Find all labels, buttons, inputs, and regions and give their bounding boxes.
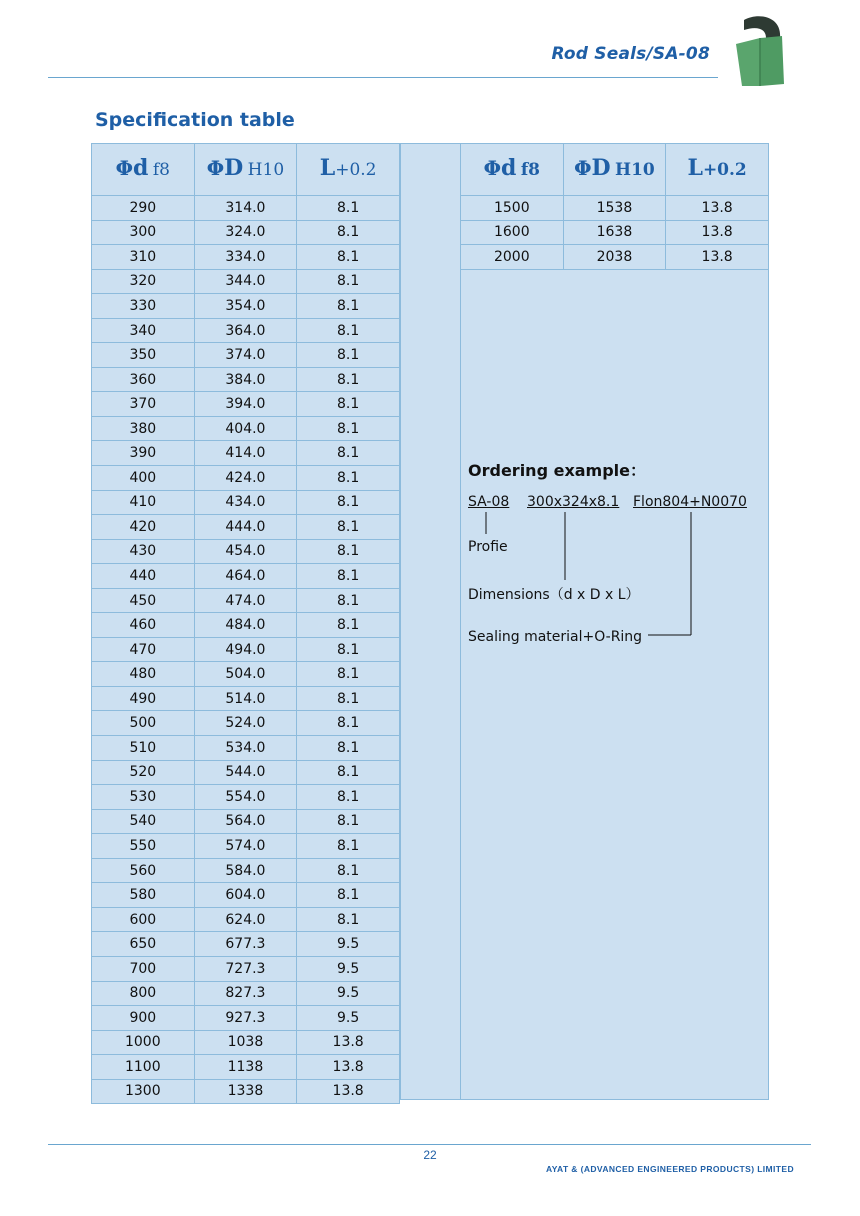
- cell-d: 550: [92, 834, 195, 859]
- cell-D: 1038: [194, 1030, 297, 1055]
- cell-D: 604.0: [194, 883, 297, 908]
- cell-L: 8.1: [297, 441, 400, 466]
- table-row: [92, 515, 400, 540]
- col-header-d: Φd f8: [461, 144, 564, 196]
- cell-D: 574.0: [194, 834, 297, 859]
- table-row: [92, 588, 400, 613]
- cell-d: 700: [92, 956, 195, 981]
- cell-D: 454.0: [194, 539, 297, 564]
- cell-D: 1138: [194, 1055, 297, 1080]
- cell-d: 350: [92, 343, 195, 368]
- cell-d: 510: [92, 736, 195, 761]
- cell-L: 8.1: [297, 245, 400, 270]
- cell-d: 420: [92, 515, 195, 540]
- cell-L: 8.1: [297, 515, 400, 540]
- cell-d: 900: [92, 1006, 195, 1031]
- cell-L: 13.8: [297, 1079, 400, 1104]
- cell-d: 1300: [92, 1079, 195, 1104]
- table-row: [92, 907, 400, 932]
- cell-D: 554.0: [194, 785, 297, 810]
- order-label-material: Sealing material+O-Ring: [468, 629, 643, 645]
- cell-L: 8.1: [297, 637, 400, 662]
- cell-d: 800: [92, 981, 195, 1006]
- table-row: [92, 220, 400, 245]
- cell-D: 927.3: [194, 1006, 297, 1031]
- table-row: [92, 392, 400, 417]
- footer-rule: [48, 1144, 811, 1145]
- cell-d: 560: [92, 858, 195, 883]
- table-row: [92, 613, 400, 638]
- cell-L: 8.1: [297, 760, 400, 785]
- cell-d: 1600: [461, 220, 564, 245]
- table-row: [92, 834, 400, 859]
- table-row: [92, 539, 400, 564]
- cell-d: 600: [92, 907, 195, 932]
- cell-L: 8.1: [297, 858, 400, 883]
- table-row: [92, 662, 400, 687]
- cell-L: 9.5: [297, 932, 400, 957]
- table-row: [92, 490, 400, 515]
- table-row: [92, 760, 400, 785]
- table-row: [92, 196, 400, 221]
- cell-D: 324.0: [194, 220, 297, 245]
- cell-d: 440: [92, 564, 195, 589]
- cell-d: 300: [92, 220, 195, 245]
- cell-L: 9.5: [297, 1006, 400, 1031]
- cell-d: 470: [92, 637, 195, 662]
- cell-D: 384.0: [194, 367, 297, 392]
- ordering-example-title: Ordering example：: [468, 461, 647, 480]
- cell-L: 8.1: [297, 834, 400, 859]
- table-row: [92, 343, 400, 368]
- table-row: [92, 1006, 400, 1031]
- cell-D: 464.0: [194, 564, 297, 589]
- cell-d: 380: [92, 416, 195, 441]
- cell-d: 450: [92, 588, 195, 613]
- order-code-profile: SA-08: [468, 494, 510, 510]
- table-row: [92, 245, 400, 270]
- cell-L: 8.1: [297, 343, 400, 368]
- cell-D: 344.0: [194, 269, 297, 294]
- col-header-L: L+0.2: [297, 144, 400, 196]
- col-header-D: ΦD H10: [194, 144, 297, 196]
- table-row: [92, 858, 400, 883]
- cell-D: 624.0: [194, 907, 297, 932]
- table-row: [92, 318, 400, 343]
- cell-D: 484.0: [194, 613, 297, 638]
- cell-d: 530: [92, 785, 195, 810]
- cell-L: 8.1: [297, 883, 400, 908]
- order-code-material: Flon804+N0070: [633, 494, 747, 510]
- table-row: [461, 245, 769, 270]
- cell-D: 504.0: [194, 662, 297, 687]
- cell-d: 370: [92, 392, 195, 417]
- page-number: 22: [423, 1148, 437, 1162]
- col-header-L: L+0.2: [666, 144, 769, 196]
- table-row: [92, 564, 400, 589]
- table-row: [92, 1030, 400, 1055]
- cell-L: 8.1: [297, 711, 400, 736]
- col-header-D: ΦD H10: [563, 144, 666, 196]
- table-row: [92, 269, 400, 294]
- cell-d: 360: [92, 367, 195, 392]
- cell-d: 310: [92, 245, 195, 270]
- cell-L: 9.5: [297, 956, 400, 981]
- cell-d: 460: [92, 613, 195, 638]
- cell-L: 13.8: [666, 220, 769, 245]
- cell-D: 827.3: [194, 981, 297, 1006]
- cell-d: 330: [92, 294, 195, 319]
- cell-D: 727.3: [194, 956, 297, 981]
- cell-D: 354.0: [194, 294, 297, 319]
- page-header-title: Rod Seals/SA-08: [551, 44, 710, 64]
- cell-D: 514.0: [194, 686, 297, 711]
- cell-d: 340: [92, 318, 195, 343]
- cell-L: 8.1: [297, 392, 400, 417]
- cell-D: 494.0: [194, 637, 297, 662]
- cell-D: 564.0: [194, 809, 297, 834]
- cell-d: 320: [92, 269, 195, 294]
- table-row: [92, 1079, 400, 1104]
- cell-D: 414.0: [194, 441, 297, 466]
- table-header-row: [461, 144, 769, 196]
- cell-D: 394.0: [194, 392, 297, 417]
- cell-d: 580: [92, 883, 195, 908]
- table-row: [92, 416, 400, 441]
- cell-D: 524.0: [194, 711, 297, 736]
- table-row: [92, 932, 400, 957]
- table-row: [461, 196, 769, 221]
- cell-L: 8.1: [297, 686, 400, 711]
- cell-L: 8.1: [297, 466, 400, 491]
- table-header-row: [92, 144, 400, 196]
- cell-d: 1000: [92, 1030, 195, 1055]
- table-row: [92, 367, 400, 392]
- cell-D: 424.0: [194, 466, 297, 491]
- cell-D: 544.0: [194, 760, 297, 785]
- table-gap-left-border: [400, 143, 401, 1100]
- cell-D: 1538: [563, 196, 666, 221]
- cell-D: 434.0: [194, 490, 297, 515]
- cell-d: 540: [92, 809, 195, 834]
- cell-D: 2038: [563, 245, 666, 270]
- company-name: AYAT & (ADVANCED ENGINEERED PRODUCTS) LIMITED: [546, 1164, 794, 1174]
- table-row: [92, 883, 400, 908]
- cell-D: 677.3: [194, 932, 297, 957]
- cell-L: 8.1: [297, 490, 400, 515]
- cell-L: 8.1: [297, 196, 400, 221]
- cell-L: 13.8: [666, 245, 769, 270]
- table-row: [92, 441, 400, 466]
- cell-D: 444.0: [194, 515, 297, 540]
- cell-D: 364.0: [194, 318, 297, 343]
- table-row: [461, 220, 769, 245]
- cell-D: 584.0: [194, 858, 297, 883]
- cell-D: 1338: [194, 1079, 297, 1104]
- cell-d: 1100: [92, 1055, 195, 1080]
- cell-d: 490: [92, 686, 195, 711]
- rod-seal-profile-icon: [730, 14, 790, 88]
- table-row: [92, 294, 400, 319]
- cell-D: 404.0: [194, 416, 297, 441]
- spec-table-left: [91, 143, 400, 1104]
- order-code-dimensions: 300x324x8.1: [527, 494, 620, 510]
- cell-L: 8.1: [297, 367, 400, 392]
- cell-D: 314.0: [194, 196, 297, 221]
- cell-d: 390: [92, 441, 195, 466]
- cell-L: 13.8: [666, 196, 769, 221]
- cell-d: 520: [92, 760, 195, 785]
- cell-L: 8.1: [297, 613, 400, 638]
- table-row: [92, 981, 400, 1006]
- table-row: [92, 809, 400, 834]
- section-title: Specification table: [95, 109, 295, 131]
- cell-L: 8.1: [297, 539, 400, 564]
- cell-d: 650: [92, 932, 195, 957]
- cell-d: 430: [92, 539, 195, 564]
- cell-d: 500: [92, 711, 195, 736]
- cell-D: 474.0: [194, 588, 297, 613]
- cell-L: 8.1: [297, 318, 400, 343]
- cell-L: 8.1: [297, 294, 400, 319]
- col-header-d: Φd f8: [92, 144, 195, 196]
- cell-L: 8.1: [297, 785, 400, 810]
- table-row: [92, 956, 400, 981]
- cell-D: 534.0: [194, 736, 297, 761]
- cell-d: 1500: [461, 196, 564, 221]
- cell-L: 8.1: [297, 220, 400, 245]
- table-row: [92, 686, 400, 711]
- cell-D: 374.0: [194, 343, 297, 368]
- table-row: [92, 711, 400, 736]
- table-row: [92, 637, 400, 662]
- cell-L: 8.1: [297, 809, 400, 834]
- cell-L: 9.5: [297, 981, 400, 1006]
- cell-L: 8.1: [297, 736, 400, 761]
- cell-d: 290: [92, 196, 195, 221]
- cell-L: 8.1: [297, 588, 400, 613]
- cell-D: 1638: [563, 220, 666, 245]
- cell-L: 13.8: [297, 1030, 400, 1055]
- table-row: [92, 736, 400, 761]
- cell-d: 410: [92, 490, 195, 515]
- cell-d: 480: [92, 662, 195, 687]
- cell-L: 8.1: [297, 564, 400, 589]
- header-rule: [48, 77, 718, 78]
- cell-d: 400: [92, 466, 195, 491]
- cell-L: 8.1: [297, 269, 400, 294]
- cell-L: 13.8: [297, 1055, 400, 1080]
- cell-L: 8.1: [297, 662, 400, 687]
- table-row: [92, 1055, 400, 1080]
- cell-d: 2000: [461, 245, 564, 270]
- table-row: [92, 785, 400, 810]
- spec-table-right: [460, 143, 769, 270]
- table-row: [92, 466, 400, 491]
- cell-L: 8.1: [297, 907, 400, 932]
- cell-L: 8.1: [297, 416, 400, 441]
- order-label-profile: Profie: [468, 539, 508, 555]
- order-label-dimensions: Dimensions（d x D x L）: [468, 587, 640, 603]
- cell-D: 334.0: [194, 245, 297, 270]
